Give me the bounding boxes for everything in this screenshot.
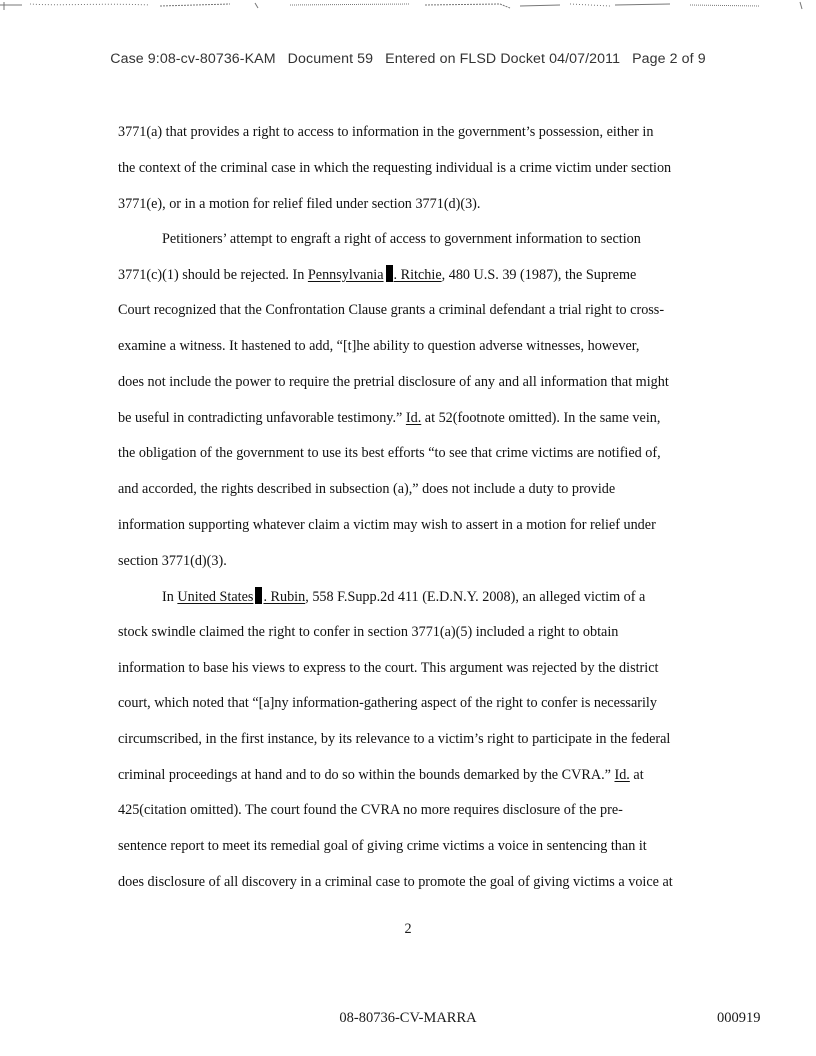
body-line: Petitioners’ attempt to engraft a right of access to government information to section	[162, 231, 641, 247]
header-document: Document 59	[287, 51, 374, 67]
body-line: does not include the power to require the pretrial disclosure of any and all information that might	[118, 374, 669, 390]
body-line: examine a witness. It hastened to add, “[t]he ability to question adverse witnesses, however,	[118, 338, 640, 354]
redaction-mark	[386, 265, 393, 282]
body-line: the obligation of the government to use its best efforts “to see that crime victims are notified of,	[118, 445, 661, 461]
body-line: circumscribed, in the first instance, by its relevance to a victim’s right to participate in the federal	[118, 731, 671, 747]
text-run: at 52(footnote omitted). In the same vein,	[421, 410, 661, 426]
body-line	[162, 587, 762, 606]
case-citation-pennsylvania: Pennsylvania	[307, 267, 384, 283]
bates-number: 000919	[717, 1010, 761, 1026]
header-page: Page 2 of 9	[632, 51, 706, 67]
body-line: 3771(e), or in a motion for relief filed under section 3771(d)(3).	[118, 196, 481, 212]
text-run: , 480 U.S. 39 (1987), the Supreme	[441, 267, 637, 283]
docket-header	[0, 51, 816, 67]
body-line: stock swindle claimed the right to confer in section 3771(a)(5) included a right to obtain	[118, 624, 619, 640]
body-line: court, which noted that “[a]ny information-gathering aspect of the right to confer is necessarily	[118, 695, 657, 711]
body-line: and accorded, the rights described in subsection (a),” does not include a duty to provide	[118, 481, 616, 497]
body-line: sentence report to meet its remedial goal of giving crime victims a voice in sentencing than it	[118, 838, 647, 854]
body-line: the context of the criminal case in which the requesting individual is a crime victim under section	[118, 160, 672, 176]
body-line: Court recognized that the Confrontation Clause grants a criminal defendant a trial right to cross-	[118, 302, 665, 318]
text-run: , 558 F.Supp.2d 411 (E.D.N.Y. 2008), an alleged victim of a	[305, 589, 646, 605]
body-line: section 3771(d)(3).	[118, 553, 227, 569]
text-run: be useful in contradicting unfavorable testimony.”	[118, 410, 406, 426]
body-line: information supporting whatever claim a victim may wish to assert in a motion for relief under	[118, 517, 656, 533]
id-citation: Id.	[614, 767, 630, 783]
body-line	[118, 409, 718, 427]
text-run: criminal proceedings at hand and to do so within the bounds demarked by the CVRA.”	[118, 767, 615, 783]
header-entered: Entered on FLSD Docket 04/07/2011	[385, 51, 621, 67]
text-run: at	[629, 767, 644, 783]
text-run: In	[162, 589, 178, 605]
page-number: 2	[404, 921, 412, 937]
text-run: 3771(c)(1) should be rejected. In	[118, 267, 308, 283]
footer-case-number: 08-80736-CV-MARRA	[339, 1010, 477, 1026]
body-line: does disclosure of all discovery in a criminal case to promote the goal of giving victims a voice at	[118, 874, 673, 890]
body-line: 425(citation omitted). The court found the CVRA no more requires disclosure of the pre-	[118, 802, 623, 818]
body-line	[118, 265, 718, 284]
case-citation-ritchie: . Ritchie	[393, 267, 442, 283]
id-citation: Id.	[405, 410, 422, 426]
body-line: 3771(a) that provides a right to access to information in the government’s possession, either in	[118, 124, 654, 140]
redaction-mark	[255, 587, 262, 604]
scan-artifact-top	[0, 0, 816, 14]
body-line	[118, 766, 718, 784]
body-line: information to base his views to express to the court. This argument was rejected by the district	[118, 660, 659, 676]
case-citation-rubin: . Rubin	[263, 589, 306, 605]
case-citation-united-states: United States	[177, 589, 254, 605]
header-case: Case 9:08-cv-80736-KAM	[110, 51, 276, 67]
